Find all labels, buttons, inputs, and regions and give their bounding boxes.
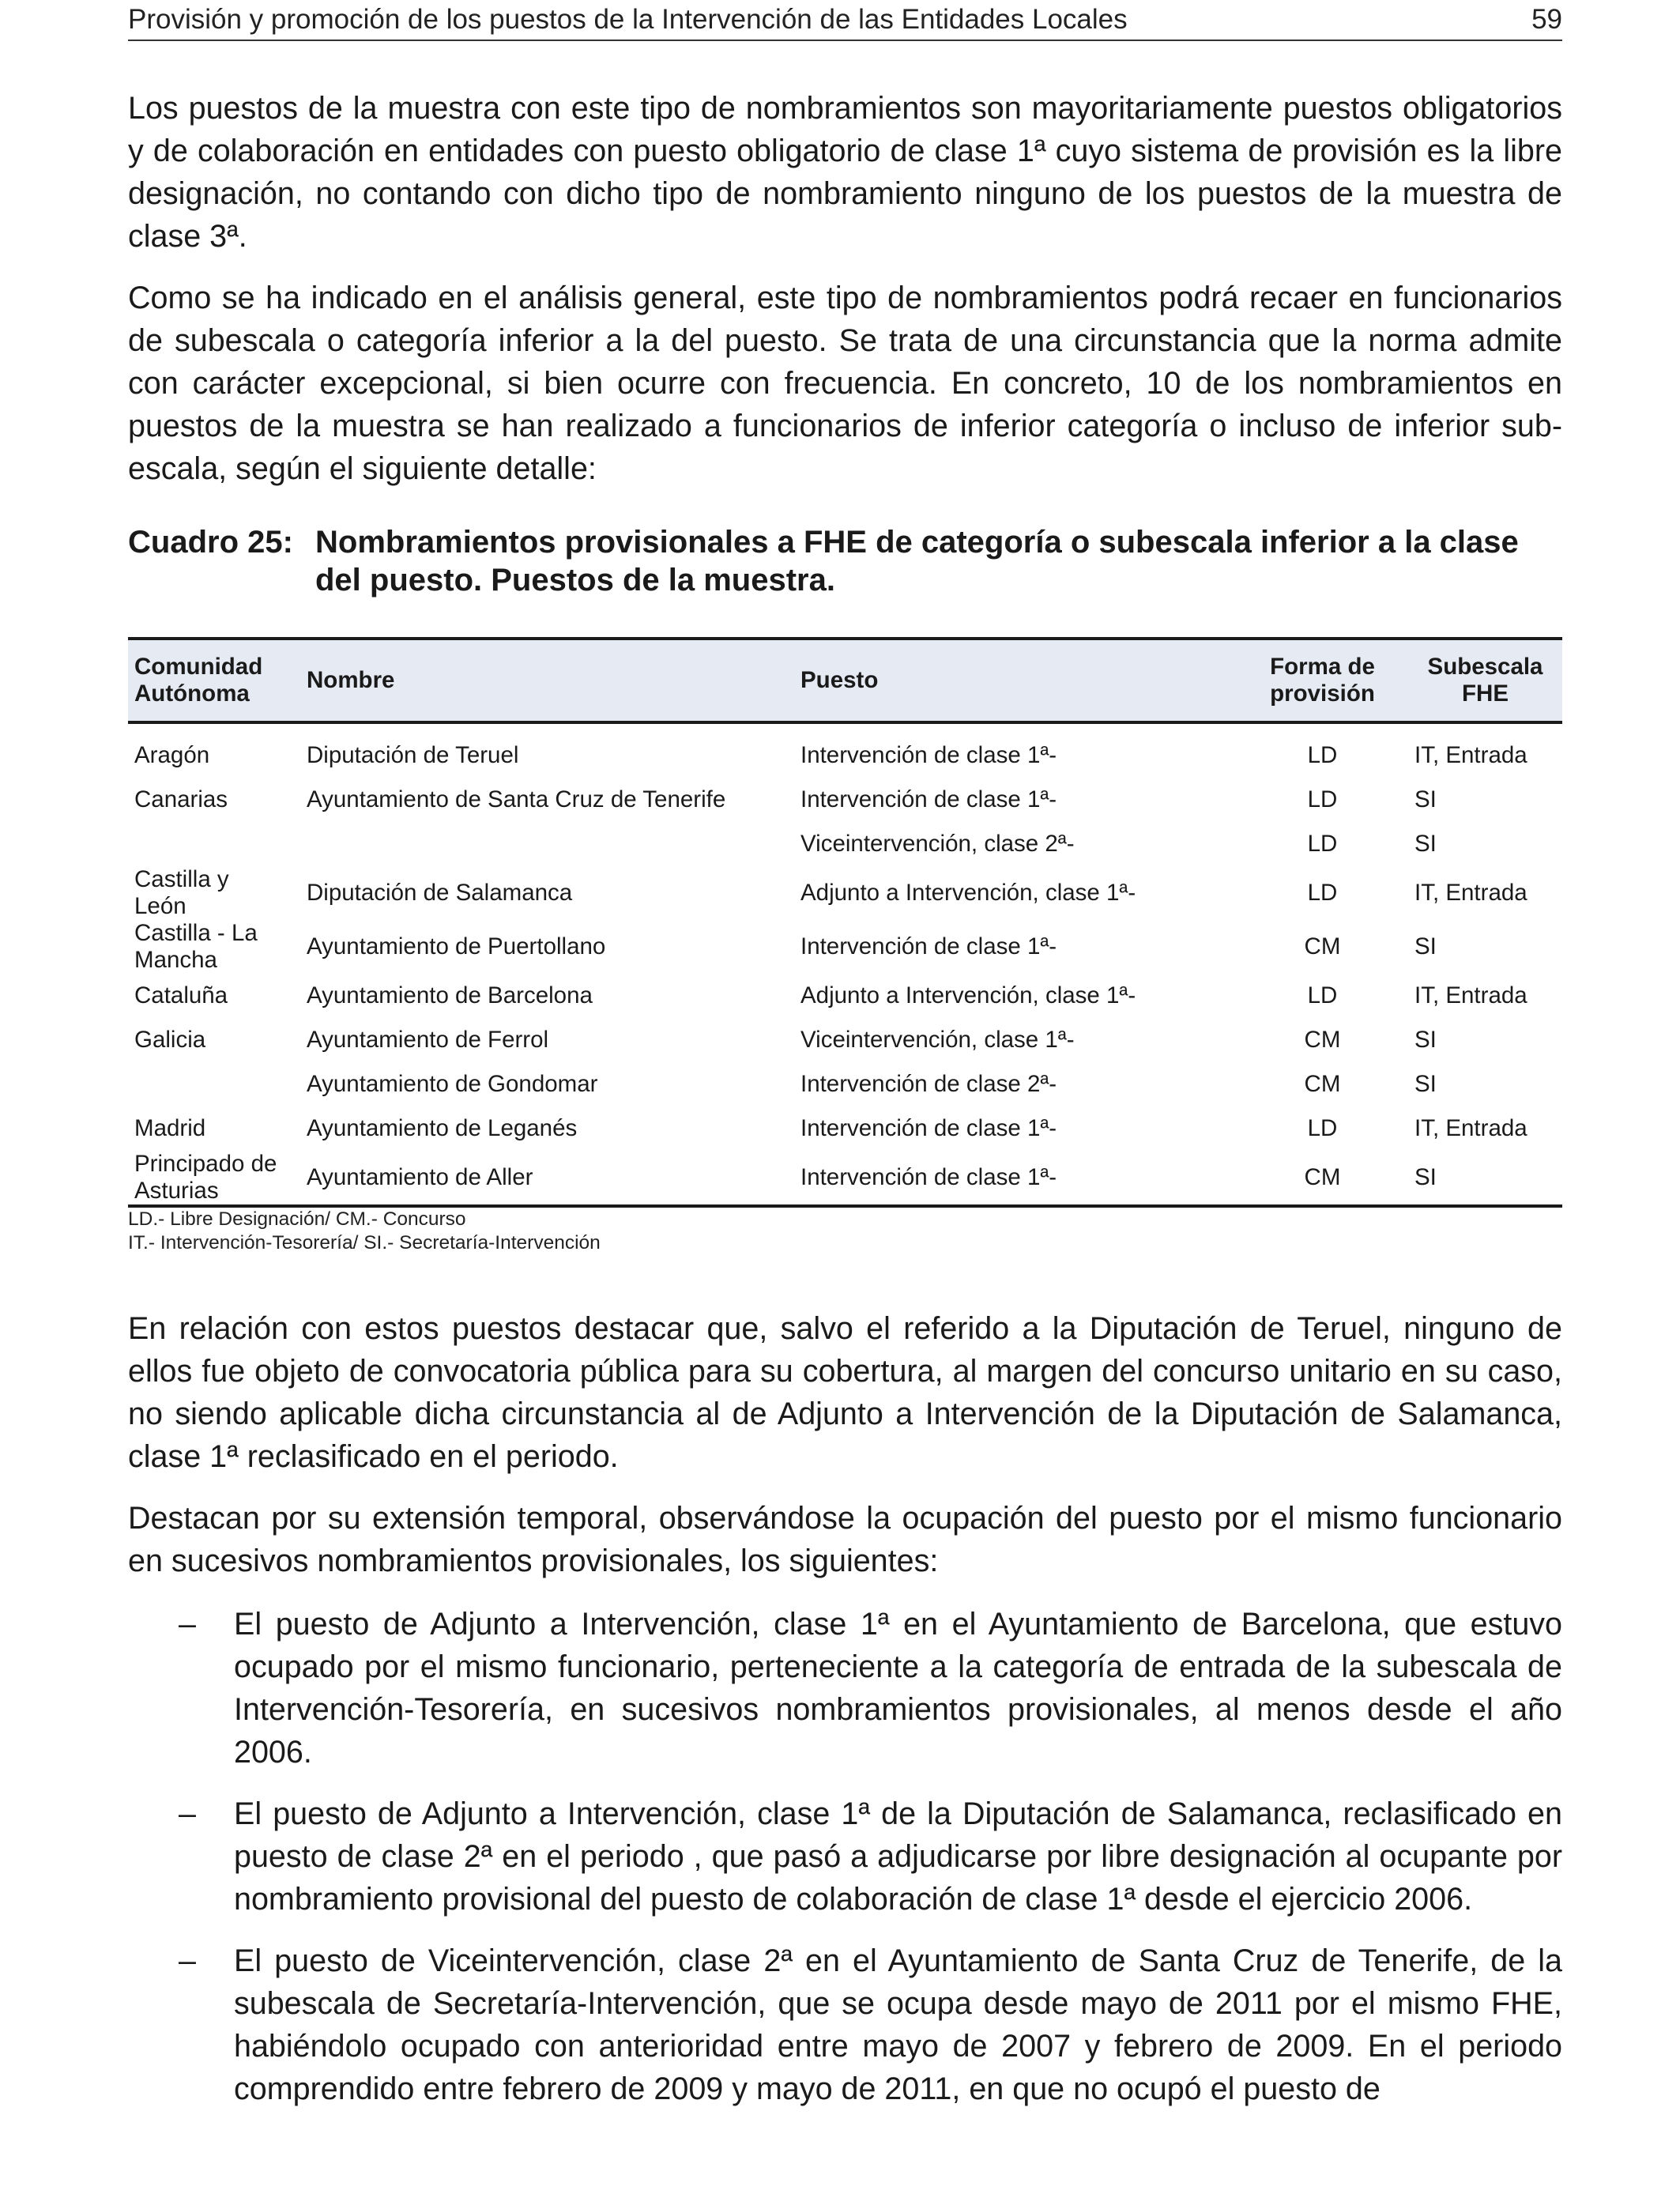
cell-forma: LD — [1307, 982, 1338, 1008]
running-header — [128, 0, 1562, 41]
header-puesto: Puesto — [794, 639, 1237, 722]
table-row — [128, 1106, 1562, 1151]
table-row — [128, 866, 1562, 920]
cell-nombre: Ayuntamiento de Ferrol — [307, 1027, 549, 1053]
cell-comunidad-line1: Castilla y — [134, 866, 229, 892]
cell-comunidad — [128, 1062, 300, 1106]
header-subescala-line2: FHE — [1462, 680, 1509, 707]
header-comunidad — [128, 639, 300, 722]
cell-subescala: SI — [1414, 1027, 1437, 1053]
cell-comunidad — [128, 920, 300, 974]
cell-nombre: Ayuntamiento de Barcelona — [307, 982, 593, 1008]
cell-comunidad — [128, 1106, 300, 1151]
cell-nombre: Diputación de Salamanca — [307, 880, 573, 906]
cell-comunidad — [128, 974, 300, 1018]
table-row — [128, 1062, 1562, 1106]
header-subescala — [1408, 639, 1562, 722]
cell-comunidad-line1: Galicia — [134, 1027, 206, 1053]
cell-puesto: Viceintervención, clase 2ª- — [800, 831, 1075, 857]
list-item — [128, 1603, 1562, 1774]
header-nombre: Nombre — [300, 639, 794, 722]
cell-forma: CM — [1237, 1151, 1408, 1206]
cell-puesto: Adjunto a Intervención, clase 1ª- — [800, 880, 1136, 906]
table-header-row — [128, 639, 1562, 722]
table-row — [128, 722, 1562, 778]
header-subescala-line1: Subescala — [1427, 654, 1543, 680]
cell-comunidad-line1: Madrid — [134, 1115, 206, 1141]
header-forma-provision — [1237, 639, 1408, 722]
cell-subescala: SI — [1414, 831, 1437, 857]
cell-nombre: Ayuntamiento de Aller — [300, 1151, 794, 1206]
cell-subescala: IT, Entrada — [1414, 880, 1527, 906]
table-row — [128, 1151, 1562, 1206]
header-comunidad-line2: Autónoma — [134, 680, 250, 707]
cell-forma: LD — [1307, 786, 1338, 812]
cell-comunidad — [128, 866, 300, 920]
cell-nombre: Diputación de Teruel — [307, 742, 519, 768]
table-row — [128, 920, 1562, 974]
cell-comunidad — [128, 822, 300, 866]
cell-comunidad-line1: Principado de — [134, 1151, 277, 1177]
table-row — [128, 974, 1562, 1018]
cell-puesto: Intervención de clase 1ª- — [794, 1151, 1237, 1206]
cell-forma: LD — [1307, 742, 1338, 768]
cell-forma: LD — [1307, 880, 1338, 906]
cell-subescala: IT, Entrada — [1414, 1115, 1527, 1141]
page-number: 59 — [1531, 4, 1562, 35]
cell-subescala: SI — [1414, 1071, 1437, 1097]
table-caption — [128, 523, 1562, 599]
paragraph-3: En relación con estos puestos destacar que, salvo el referido a la Diputación de Teruel, ninguno de ellos fue objeto de convocatoria pública para su cobertura, al margen del concurso unitario en su caso, no siendo aplicable dicha circunstancia al de Adjunto a Intervención de la Diputación de Salamanca, clase 1ª reclasificado en el periodo. — [128, 1311, 1562, 1474]
cell-nombre: Ayuntamiento de Puertollano — [307, 933, 606, 959]
cell-nombre: Ayuntamiento de Gondomar — [307, 1071, 598, 1097]
running-header-title: Provisión y promoción de los puestos de la Intervención de las Entidades Locales — [128, 4, 1128, 35]
cell-forma: CM — [1304, 933, 1341, 959]
cell-puesto: Intervención de clase 2ª- — [800, 1071, 1057, 1097]
cell-comunidad-line2: León — [134, 893, 186, 919]
document-page — [128, 0, 1562, 2129]
table-caption-text: Nombramientos provisionales a FHE de categoría o subescala inferior a la clase del puesto. Puestos de la muestra. — [315, 525, 1519, 598]
cell-comunidad-line1: Cataluña — [134, 982, 228, 1008]
cell-comunidad — [128, 778, 300, 822]
paragraph-4: Destacan por su extensión temporal, observándose la ocupación del puesto por el mismo funcionario en sucesivos nombramientos provisionales, los siguientes: — [128, 1501, 1562, 1578]
cell-subescala: SI — [1414, 786, 1437, 812]
cell-subescala: IT, Entrada — [1414, 742, 1527, 768]
list-item — [128, 1940, 1562, 2110]
cell-comunidad — [128, 722, 300, 778]
cell-comunidad-line2: Mancha — [134, 947, 217, 973]
dash-list — [128, 1603, 1562, 2110]
cell-puesto: Intervención de clase 1ª- — [800, 1115, 1057, 1141]
cell-puesto: Viceintervención, clase 1ª- — [800, 1027, 1075, 1053]
cell-nombre — [300, 822, 794, 866]
cell-subescala: IT, Entrada — [1414, 982, 1527, 1008]
cell-puesto: Intervención de clase 1ª- — [800, 786, 1057, 812]
cell-comunidad-line1: Canarias — [134, 786, 228, 812]
cell-forma: LD — [1307, 1115, 1338, 1141]
paragraph-1: Los puestos de la muestra con este tipo de nombramientos son mayoritariamente puestos obligatorios y de colaboración en entidades con puesto obligatorio de clase 1ª cuyo sistema de provisión es la libre designación, no contando con dicho tipo de nombramiento ninguno de los puestos de la muestra de clase 3ª. — [128, 91, 1562, 254]
cell-puesto: Intervención de clase 1ª- — [800, 933, 1057, 959]
cell-comunidad — [128, 1018, 300, 1062]
cell-subescala: SI — [1408, 1151, 1562, 1206]
dash-bullet: – — [179, 1943, 196, 1978]
list-item-text: El puesto de Adjunto a Intervención, clase 1ª en el Ayuntamiento de Barcelona, que estuvo ocupado por el mismo funcionario, perteneciente a la categoría de entrada de la subescala de Intervención-Tesorería, en sucesivos nombramientos provisionales, al menos desde el año 2006. — [234, 1607, 1562, 1770]
dash-bullet: – — [179, 1607, 196, 1642]
table-note: IT.- Intervención-Tesorería/ SI.- Secretaría-Intervención — [128, 1232, 601, 1253]
cell-comunidad-line1: Aragón — [134, 742, 210, 768]
cell-comunidad — [128, 1151, 300, 1206]
table-caption-label: Cuadro 25: — [128, 525, 293, 560]
header-comunidad-line1: Comunidad — [134, 654, 263, 680]
list-item-text: El puesto de Viceintervención, clase 2ª en el Ayuntamiento de Santa Cruz de Tenerife, de la subescala de Secretaría-Intervención, que se ocupa desde mayo de 2011 por el mismo FHE, habiéndolo ocupado con anterioridad entre mayo de 2007 y febrero de 2009. En el periodo comprendido entre febrero de 2009 y mayo de 2011, en que no ocupó el puesto de — [234, 1943, 1562, 2106]
table-row — [128, 822, 1562, 866]
cell-nombre: Ayuntamiento de Santa Cruz de Tenerife — [307, 786, 726, 812]
cell-nombre: Ayuntamiento de Leganés — [307, 1115, 578, 1141]
cell-forma: CM — [1304, 1071, 1341, 1097]
paragraph-2: Como se ha indicado en el análisis general, este tipo de nombramientos podrá recaer en funcionarios de subescala o categoría inferior a la del puesto. Se trata de una circunstancia que la norma admite con carácter excepcional, si bien ocurre con frecuencia. En concreto, 10 de los nombramientos en puestos de la muestra se han realizado a funcionarios de inferior categoría o incluso de inferior sub-escala, según el siguiente detalle: — [128, 281, 1562, 486]
list-item — [128, 1793, 1562, 1921]
cell-subescala: SI — [1414, 933, 1437, 959]
cell-puesto: Intervención de clase 1ª- — [800, 742, 1057, 768]
header-forma-line1: Forma de — [1270, 654, 1375, 680]
cell-forma: LD — [1307, 831, 1338, 857]
cell-puesto: Adjunto a Intervención, clase 1ª- — [800, 982, 1136, 1008]
dash-bullet: – — [179, 1796, 196, 1831]
table-row — [128, 778, 1562, 822]
table-note: LD.- Libre Designación/ CM.- Concurso — [128, 1208, 466, 1230]
cell-forma: CM — [1304, 1027, 1341, 1053]
cell-comunidad-line1: Castilla - La — [134, 920, 258, 946]
header-forma-line2: provisión — [1270, 680, 1375, 707]
table-row — [128, 1018, 1562, 1062]
appointments-table — [128, 637, 1562, 1208]
list-item-text: El puesto de Adjunto a Intervención, clase 1ª de la Diputación de Salamanca, reclasificado en puesto de clase 2ª en el periodo , que pasó a adjudicarse por libre designación al ocupante por nombramiento provisional del puesto de colaboración de clase 1ª desde el ejercicio 2006. — [234, 1796, 1562, 1917]
cell-comunidad-line2: Asturias — [134, 1178, 219, 1204]
